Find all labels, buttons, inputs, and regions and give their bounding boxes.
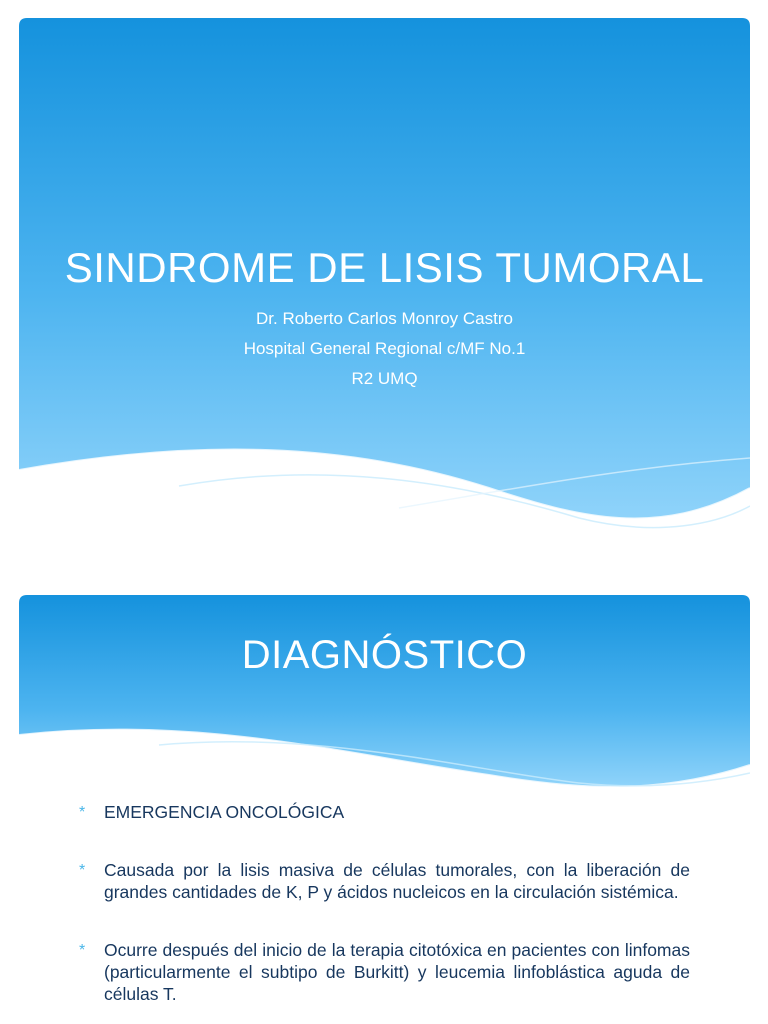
slide-title: SINDROME DE LISIS TUMORAL <box>64 244 705 291</box>
slide-header-background <box>19 595 750 795</box>
bullet-icon: * <box>79 942 86 959</box>
list-item <box>79 801 690 823</box>
bullet-icon: * <box>79 804 86 821</box>
title-slide <box>19 18 750 540</box>
slide-subtitle <box>19 304 750 394</box>
hospital-name: Hospital General Regional c/MF No.1 <box>243 339 526 358</box>
bullet-icon: * <box>79 862 86 879</box>
list-item <box>79 859 690 903</box>
author-role: R2 UMQ <box>351 369 418 388</box>
bullet-list <box>79 801 690 1024</box>
author-name: Dr. Roberto Carlos Monroy Castro <box>256 309 513 328</box>
list-item <box>79 939 690 1005</box>
content-slide <box>19 595 750 1024</box>
slide-title: DIAGNÓSTICO <box>241 633 528 677</box>
bullet-text: EMERGENCIA ONCOLÓGICA <box>104 802 345 822</box>
bullet-text: Causada por la lisis masiva de células tumorales, con la liberación de grandes cantidades de K, P y ácidos nucleicos en la circulación sistémica. <box>104 860 690 902</box>
bullet-text: Ocurre después del inicio de la terapia citotóxica en pacientes con linfomas (particularmente el subtipo de Burkitt) y leucemia linfoblástica aguda de células T. <box>104 940 690 1004</box>
